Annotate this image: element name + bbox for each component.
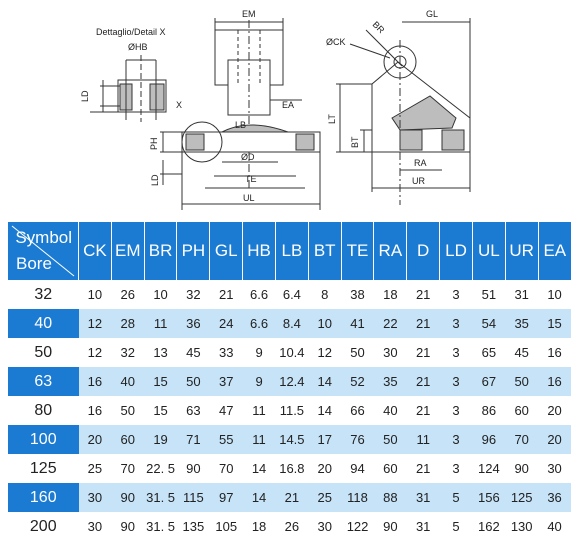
value-cell: 10.4 [279, 345, 305, 360]
col-header: LD [440, 222, 473, 280]
value-cell: 50 [505, 367, 538, 396]
value-cell: 37 [210, 367, 243, 396]
value-cell: 30 [383, 345, 398, 360]
value-cell: 15 [144, 367, 177, 396]
value-cell: 90 [120, 519, 135, 534]
value-cell: 18 [251, 519, 267, 534]
col-header: GL [210, 222, 243, 280]
bore-cell: 100 [8, 425, 79, 454]
label-ck: ØCK [326, 37, 346, 47]
bore-cell: 80 [34, 401, 53, 419]
value-cell: 11 [144, 309, 177, 338]
value-cell: 25 [87, 461, 103, 476]
value-cell: 20 [317, 461, 332, 476]
value-cell: 22. 5 [146, 461, 176, 476]
value-cell: 76 [341, 425, 374, 454]
side-view [336, 18, 470, 205]
value-cell: 11.5 [279, 403, 305, 418]
value-cell: 14.5 [275, 425, 308, 454]
detail-title: Dettaglio/Detail X [96, 27, 166, 37]
value-cell: 130 [510, 519, 533, 534]
value-cell: 90 [514, 461, 529, 476]
value-cell: 105 [215, 519, 238, 534]
value-cell: 8 [321, 287, 329, 302]
value-cell: 50 [350, 345, 365, 360]
value-cell: 20 [79, 425, 112, 454]
value-cell: 16 [87, 403, 103, 418]
value-cell: 30 [317, 519, 332, 534]
table-header-row [8, 222, 571, 280]
value-cell: 8.4 [275, 309, 308, 338]
bore-cell: 50 [34, 343, 53, 361]
label-lt: LT [327, 114, 337, 124]
value-cell: 50 [120, 403, 135, 418]
value-cell: 10 [87, 287, 103, 302]
col-header: UL [472, 222, 505, 280]
value-cell: 51 [481, 287, 497, 302]
value-cell: 124 [478, 461, 500, 476]
value-cell: 15 [538, 309, 571, 338]
value-cell: 135 [182, 519, 205, 534]
value-cell: 66 [350, 403, 365, 418]
col-header: TE [341, 222, 374, 280]
table-row [8, 396, 571, 425]
value-cell: 21 [218, 287, 234, 302]
value-cell: 71 [177, 425, 210, 454]
label-ul: UL [243, 193, 255, 203]
bore-cell: 200 [29, 517, 57, 535]
value-cell: 33 [218, 345, 234, 360]
value-cell: 35 [505, 309, 538, 338]
value-cell: 67 [472, 367, 505, 396]
value-cell: 21 [415, 345, 431, 360]
value-cell: 60 [514, 403, 529, 418]
value-cell: 31 [415, 519, 431, 534]
value-cell: 3 [440, 367, 473, 396]
value-cell: 40 [111, 367, 144, 396]
value-cell: 6.6 [250, 287, 269, 302]
col-header: BT [308, 222, 341, 280]
table-body [8, 280, 571, 541]
value-cell: 65 [481, 345, 497, 360]
label-od: ØD [241, 152, 255, 162]
value-cell: 16.8 [279, 461, 305, 476]
value-cell: 3 [452, 287, 460, 302]
label-bt: BT [350, 136, 360, 148]
col-header: CK [79, 222, 112, 280]
value-cell: 63 [186, 403, 201, 418]
value-cell: 118 [341, 483, 374, 512]
value-cell: 10 [547, 287, 562, 302]
label-hb: ØHB [128, 42, 148, 52]
value-cell: 9 [243, 367, 276, 396]
col-header: RA [374, 222, 407, 280]
value-cell: 86 [481, 403, 497, 418]
value-cell: 90 [186, 461, 201, 476]
label-ur: UR [412, 176, 425, 186]
value-cell: 10 [308, 309, 341, 338]
value-cell: 54 [472, 309, 505, 338]
value-cell: 41 [341, 309, 374, 338]
value-cell: 50 [177, 367, 210, 396]
label-ea: EA [282, 100, 295, 110]
table-row [8, 338, 571, 367]
header-symbol: Symbol [15, 228, 72, 247]
value-cell: 16 [79, 367, 112, 396]
value-cell: 162 [478, 519, 500, 534]
value-cell: 36 [177, 309, 210, 338]
value-cell: 156 [472, 483, 505, 512]
table-row [8, 309, 571, 338]
value-cell: 3 [452, 403, 460, 418]
value-cell: 3 [440, 309, 473, 338]
technical-drawing [0, 0, 577, 224]
value-cell: 31. 5 [144, 483, 177, 512]
value-cell: 5 [452, 519, 460, 534]
value-cell: 30 [547, 461, 562, 476]
symbol-bore-corner [8, 222, 79, 280]
table-row [8, 454, 571, 483]
value-cell: 10 [153, 287, 168, 302]
value-cell: 40 [383, 403, 398, 418]
value-cell: 14 [308, 367, 341, 396]
col-header: BR [144, 222, 177, 280]
table-row [8, 483, 571, 512]
table-row [8, 367, 571, 396]
value-cell: 55 [210, 425, 243, 454]
value-cell: 14 [251, 461, 267, 476]
value-cell: 31 [407, 483, 440, 512]
front-view [160, 18, 320, 210]
detail-x-view [90, 55, 166, 122]
value-cell: 11 [252, 403, 266, 418]
value-cell: 26 [284, 519, 300, 534]
value-cell: 47 [218, 403, 234, 418]
value-cell: 115 [177, 483, 210, 512]
col-header: EA [538, 222, 571, 280]
value-cell: 97 [210, 483, 243, 512]
value-cell: 12 [317, 345, 332, 360]
value-cell: 11 [243, 425, 276, 454]
value-cell: 45 [186, 345, 201, 360]
value-cell: 14 [243, 483, 276, 512]
value-cell: 14 [317, 403, 332, 418]
value-cell: 20 [547, 403, 562, 418]
bore-cell: 40 [8, 309, 79, 338]
value-cell: 40 [547, 519, 562, 534]
value-cell: 88 [374, 483, 407, 512]
value-cell: 60 [383, 461, 398, 476]
value-cell: 15 [153, 403, 168, 418]
label-em: EM [242, 9, 256, 19]
value-cell: 30 [79, 483, 112, 512]
value-cell: 16 [547, 345, 562, 360]
value-cell: 36 [538, 483, 571, 512]
label-br: BR [370, 19, 387, 36]
value-cell: 21 [415, 403, 431, 418]
value-cell: 31 [514, 287, 529, 302]
value-cell: 26 [120, 287, 135, 302]
value-cell: 21 [415, 461, 431, 476]
col-header: D [407, 222, 440, 280]
value-cell: 45 [514, 345, 529, 360]
value-cell: 38 [350, 287, 365, 302]
dimension-table [8, 222, 571, 541]
value-cell: 70 [120, 461, 135, 476]
label-gl: GL [426, 9, 439, 19]
value-cell: 90 [383, 519, 398, 534]
value-cell: 28 [111, 309, 144, 338]
label-ph: PH [149, 137, 159, 150]
header-bore: Bore [16, 254, 52, 273]
label-ld-detail: LD [80, 90, 90, 102]
value-cell: 30 [87, 519, 103, 534]
value-cell: 6.4 [282, 287, 301, 302]
value-cell: 18 [383, 287, 398, 302]
bore-cell: 160 [8, 483, 79, 512]
col-header: HB [243, 222, 276, 280]
value-cell: 122 [346, 519, 369, 534]
table-row [8, 425, 571, 454]
value-cell: 12 [87, 345, 103, 360]
value-cell: 90 [111, 483, 144, 512]
value-cell: 21 [275, 483, 308, 512]
value-cell: 32 [120, 345, 135, 360]
value-cell: 19 [144, 425, 177, 454]
value-cell: 13 [153, 345, 168, 360]
value-cell: 6.6 [243, 309, 276, 338]
value-cell: 21 [407, 309, 440, 338]
value-cell: 96 [472, 425, 505, 454]
col-header: PH [177, 222, 210, 280]
col-header: LB [275, 222, 308, 280]
value-cell: 31. 5 [146, 519, 176, 534]
label-ra: RA [414, 158, 427, 168]
value-cell: 21 [407, 367, 440, 396]
value-cell: 24 [210, 309, 243, 338]
value-cell: 22 [374, 309, 407, 338]
value-cell: 9 [255, 345, 263, 360]
value-cell: 52 [341, 367, 374, 396]
value-cell: 20 [538, 425, 571, 454]
value-cell: 16 [538, 367, 571, 396]
label-lb: LB [235, 120, 247, 130]
label-ld: LD [150, 174, 160, 186]
value-cell: 32 [186, 287, 201, 302]
value-cell: 50 [374, 425, 407, 454]
value-cell: 125 [505, 483, 538, 512]
value-cell: 12 [79, 309, 112, 338]
value-cell: 60 [111, 425, 144, 454]
bore-cell: 32 [34, 285, 53, 303]
col-header: UR [505, 222, 538, 280]
value-cell: 25 [308, 483, 341, 512]
value-cell: 5 [440, 483, 473, 512]
value-cell: 94 [350, 461, 365, 476]
value-cell: 3 [452, 345, 460, 360]
value-cell: 3 [452, 461, 460, 476]
table-row [8, 512, 571, 541]
bore-cell: 125 [29, 459, 57, 477]
label-te: TE [245, 174, 257, 184]
value-cell: 11 [407, 425, 440, 454]
value-cell: 70 [218, 461, 234, 476]
col-header: EM [111, 222, 144, 280]
value-cell: 3 [440, 425, 473, 454]
value-cell: 35 [374, 367, 407, 396]
value-cell: 17 [308, 425, 341, 454]
label-x: X [176, 100, 183, 110]
value-cell: 21 [415, 287, 431, 302]
value-cell: 12.4 [275, 367, 308, 396]
value-cell: 70 [505, 425, 538, 454]
bore-cell: 63 [8, 367, 79, 396]
table-row [8, 280, 571, 309]
